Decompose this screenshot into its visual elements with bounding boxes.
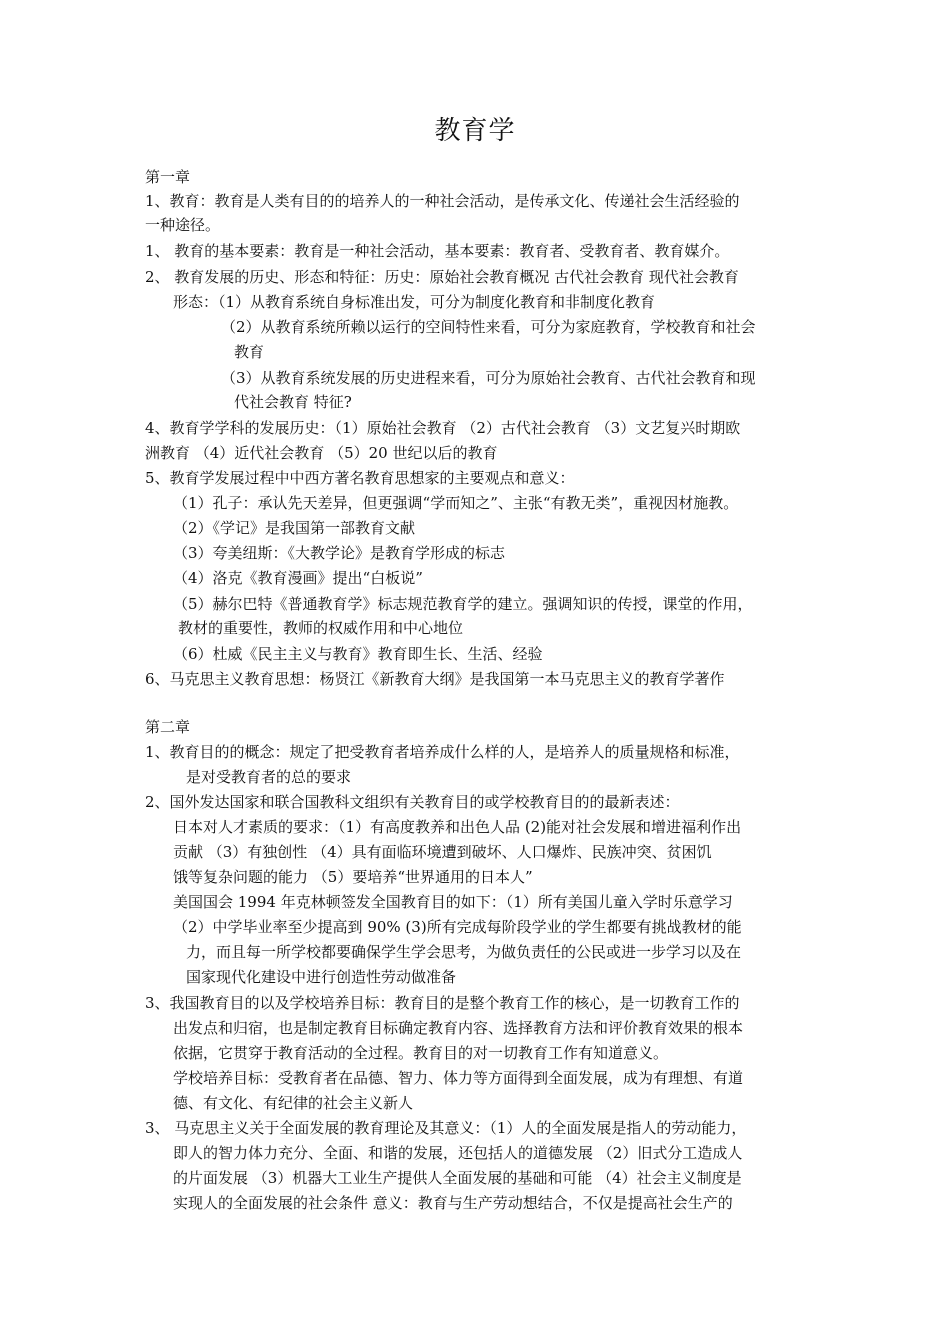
text-line: 是对受教育者的总的要求 <box>186 768 352 786</box>
text-line: （4）洛克《教育漫画》提出“白板说” <box>173 569 423 587</box>
text-line: 日本对人才素质的要求：（1）有高度教养和出色人品 (2)能对社会发展和增进福利作出 <box>173 818 742 836</box>
text-line: （5）赫尔巴特《普通教育学》标志规范教育学的建立。强调知识的传授，课堂的作用， <box>173 595 753 613</box>
text-line: 形态：（1）从教育系统自身标准出发，可分为制度化教育和非制度化教育 <box>173 293 656 311</box>
text-line: （3）从教育系统发展的历史进程来看，可分为原始社会教育、古代社会教育和现 <box>221 369 756 387</box>
text-line: （2）中学毕业率至少提高到 90% (3)所有完成每阶段学业的学生都要有挑战教材的能 <box>173 918 742 936</box>
text-line: 即人的智力体力充分、全面、和谐的发展，还包括人的道德发展 （2）旧式分工造成人 <box>173 1144 743 1162</box>
text-line: 代社会教育 特征? <box>234 393 352 411</box>
text-line: 2、 教育发展的历史、形态和特征：历史：原始社会教育概况 古代社会教育 现代社会教育 <box>145 268 739 286</box>
text-line: （3）夸美纽斯：《大教学论》是教育学形成的标志 <box>173 544 506 562</box>
text-line: 出发点和归宿，也是制定教育目标确定教育内容、选择教育方法和评价教育效果的根本 <box>173 1019 744 1037</box>
text-line: 美国国会 1994 年克林顿签发全国教育目的如下：（1）所有美国儿童入学时乐意学习 <box>173 893 733 911</box>
text-line: （2）从教育系统所赖以运行的空间特性来看，可分为家庭教育，学校教育和社会 <box>221 318 756 336</box>
chapter-heading: 第一章 <box>145 168 191 186</box>
text-line: 的片面发展 （3）机器大工业生产提供人全面发展的基础和可能 （4）社会主义制度是 <box>173 1169 742 1187</box>
text-line: 1、 教育的基本要素：教育是一种社会活动，基本要素：教育者、受教育者、教育媒介。 <box>145 242 730 260</box>
text-line: 贡献 （3）有独创性 （4）具有面临环境遭到破坏、人口爆炸、民族冲突、贫困饥 <box>173 843 712 861</box>
text-line: （1）孔子：承认先天差异，但更强调“学而知之”、主张“有教无类”，重视因材施教。 <box>173 494 739 512</box>
text-line: 教育 <box>234 343 265 361</box>
text-line: 1、教育目的的概念：规定了把受教育者培养成什么样的人，是培养人的质量规格和标准， <box>145 743 740 761</box>
text-line: 实现人的全面发展的社会条件 意义：教育与生产劳动想结合，不仅是提高社会生产的 <box>173 1194 733 1212</box>
text-line: 依据，它贯穿于教育活动的全过程。教育目的对一切教育工作有知道意义。 <box>173 1044 669 1062</box>
text-line: 洲教育 （4）近代社会教育 （5）20 世纪以后的教育 <box>145 444 498 462</box>
text-line: 一种途径。 <box>145 216 221 234</box>
text-line: 德、有文化、有纪律的社会主义新人 <box>173 1094 414 1112</box>
text-line: 6、马克思主义教育思想：杨贤江《新教育大纲》是我国第一本马克思主义的教育学著作 <box>145 670 725 688</box>
text-line: 2、国外发达国家和联合国教科文组织有关教育目的或学校教育目的的最新表述： <box>145 793 680 811</box>
text-line: 饿等复杂问题的能力 （5）要培养“世界通用的日本人” <box>173 868 533 886</box>
text-line: 3、 马克思主义关于全面发展的教育理论及其意义：（1）人的全面发展是指人的劳动能力， <box>145 1119 747 1137</box>
text-line: 4、教育学学科的发展历史：（1）原始社会教育 （2）古代社会教育 （3）文艺复兴时期欧 <box>145 419 741 437</box>
text-line: 1、教育：教育是人类有目的的培养人的一种社会活动，是传承文化、传递社会生活经验的 <box>145 192 740 210</box>
text-line: 国家现代化建设中进行创造性劳动做准备 <box>186 968 457 986</box>
text-line: 学校培养目标：受教育者在品德、智力、体力等方面得到全面发展，成为有理想、有道 <box>173 1069 744 1087</box>
text-line: （2）《学记》是我国第一部教育文献 <box>173 519 416 537</box>
text-line: 教材的重要性，教师的权威作用和中心地位 <box>178 619 464 637</box>
document-title: 教育学 <box>434 116 516 146</box>
text-line: 3、我国教育目的以及学校培养目标：教育目的是整个教育工作的核心，是一切教育工作的 <box>145 994 740 1012</box>
text-line: （6）杜威《民主主义与教育》教育即生长、生活、经验 <box>173 645 543 663</box>
chapter-heading: 第二章 <box>145 718 191 736</box>
text-line: 力，而且每一所学校都要确保学生学会思考，为做负责任的公民或进一步学习以及在 <box>186 943 742 961</box>
text-line: 5、教育学发展过程中中西方著名教育思想家的主要观点和意义： <box>145 469 575 487</box>
